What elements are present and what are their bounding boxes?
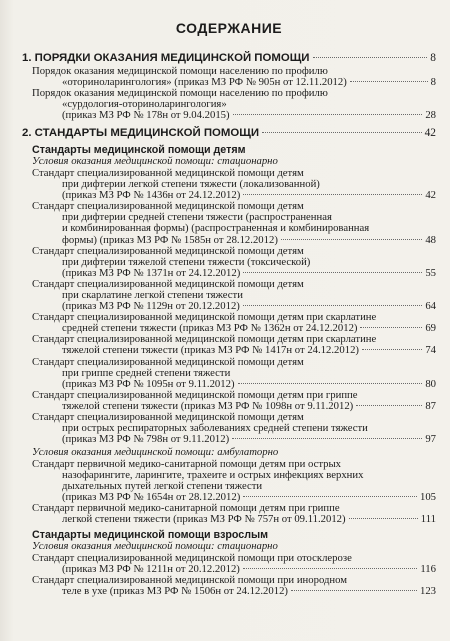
entry-line: тяжелой степени тяжести (приказ МЗ РФ № 1098н от 9.11.2012): [62, 399, 354, 412]
entry-line: легкой степени тяжести (приказ МЗ РФ № 757н от 09.11.2012): [62, 513, 346, 526]
toc-entry[interactable]: [32, 553, 436, 575]
toc-entry[interactable]: [32, 390, 436, 412]
entry-page-number: 111: [420, 513, 436, 526]
condition-adults-inpatient: Условия оказания медицинской помощи: стационарно: [32, 540, 278, 553]
entry-last-line: [32, 345, 436, 356]
entry-page-number: 116: [420, 562, 436, 575]
entry-line: Порядок оказания медицинской помощи населению по профилю: [32, 65, 328, 77]
condition-outpatient: Условия оказания медицинской помощи: амбулаторно: [32, 446, 279, 459]
entry-line: Стандарт первичной медико-санитарной помощи детям при гриппе: [32, 502, 340, 515]
entry-line: при дифтерии легкой степени тяжести (локализованной): [62, 178, 320, 191]
entry-line: (приказ МЗ РФ № 1371н от 24.12.2012): [62, 266, 241, 279]
entry-line: при скарлатине легкой степени тяжести: [62, 289, 243, 301]
entry-line: Стандарт специализированной медицинской помощи детям: [32, 411, 304, 424]
toc-entry[interactable]: [32, 201, 436, 245]
entry-line: Стандарт специализированной медицинской помощи детям: [32, 244, 304, 257]
dot-leader: [281, 239, 422, 240]
entry-last-line: [32, 586, 436, 597]
toc-entry[interactable]: [32, 168, 436, 201]
entry-line: (приказ МЗ РФ № 798н от 9.11.2012): [62, 433, 230, 446]
toc-entry[interactable]: [32, 279, 436, 312]
entry-line: (приказ МЗ РФ № 1095н от 9.11.2012): [62, 377, 235, 390]
toc-entry[interactable]: [32, 357, 436, 390]
children-inpatient-entries: [22, 168, 436, 445]
dot-leader: [243, 568, 418, 569]
entry-last-line: [32, 434, 436, 445]
entry-line: Стандарт специализированной медицинской помощи детям при скарлатине: [32, 311, 377, 324]
entry-line: Стандарт специализированной медицинской помощи детям: [32, 200, 304, 213]
section-1-heading[interactable]: [22, 50, 436, 66]
section-1-entries: [22, 66, 436, 121]
toc-entry[interactable]: [32, 412, 436, 445]
dot-leader: [291, 590, 417, 591]
dot-leader: [243, 305, 422, 306]
dot-leader: [243, 194, 422, 195]
entry-line: (приказ МЗ РФ № 1436н от 24.12.2012): [62, 189, 241, 202]
entry-line: (приказ МЗ РФ № 1211н от 20.12.2012): [62, 562, 240, 575]
entry-line: Стандарт специализированной медицинской помощи детям при скарлатине: [32, 333, 377, 346]
entry-line: при дифтерии средней степени тяжести (распространенная: [62, 211, 332, 224]
entry-page-number: 87: [425, 399, 436, 412]
entry-line: Стандарт специализированной медицинской помощи детям: [32, 355, 304, 368]
toc-entry[interactable]: [32, 312, 436, 334]
entry-line: тяжелой степени тяжести (приказ МЗ РФ № 1417н от 24.12.2012): [62, 344, 359, 357]
entry-page-number: 69: [425, 322, 436, 335]
entry-last-line: [32, 235, 436, 246]
entry-line: (приказ МЗ РФ № 178н от 9.04.2015): [62, 109, 230, 122]
entry-page-number: 55: [425, 266, 436, 279]
entry-line: «сурдология-оториноларингология»: [62, 98, 227, 111]
entry-last-line: [32, 514, 436, 525]
section-2-title: 2. СТАНДАРТЫ МЕДИЦИНСКОЙ ПОМОЩИ: [22, 127, 260, 140]
section-2-page: 42: [424, 127, 436, 140]
dot-leader: [356, 405, 422, 406]
entry-line: Стандарт специализированной медицинской помощи при отосклерозе: [32, 551, 352, 564]
entry-last-line: [32, 110, 436, 121]
entry-line: теле в ухе (приказ МЗ РФ № 1506н от 24.12.2012): [62, 585, 288, 598]
dot-leader: [360, 327, 422, 328]
section-2-heading[interactable]: [22, 125, 436, 141]
page-title: СОДЕРЖАНИЕ: [175, 20, 283, 36]
adults-standards-heading: Стандарты медицинской помощи взрослым: [32, 529, 269, 542]
entry-line: (приказ МЗ РФ № 1654н от 28.12.2012): [62, 491, 241, 504]
entry-line: при дифтерии тяжелой степени тяжести (токсической): [62, 255, 311, 268]
dot-leader: [362, 349, 422, 350]
entry-page-number: 8: [430, 76, 436, 89]
children-standards-heading: Стандарты медицинской помощи детям: [32, 144, 246, 157]
entry-line: Стандарт специализированной медицинской помощи детям при гриппе: [32, 388, 358, 401]
entry-page-number: 64: [425, 300, 436, 313]
toc-entry[interactable]: [32, 246, 436, 279]
entry-line: Стандарт специализированной медицинской помощи при инородном: [32, 574, 348, 587]
entry-line: Стандарт специализированной медицинской помощи детям: [32, 166, 304, 179]
dot-leader: [350, 81, 428, 82]
toc-entry[interactable]: [32, 459, 436, 503]
entry-page-number: 123: [419, 585, 436, 598]
toc-entry[interactable]: [32, 575, 436, 597]
condition-inpatient: Условия оказания медицинской помощи: стационарно: [32, 155, 278, 168]
section-1-title: 1. ПОРЯДКИ ОКАЗАНИЯ МЕДИЦИНСКОЙ ПОМОЩИ: [22, 52, 310, 64]
entry-line: «оториноларингология» (приказ МЗ РФ № 905н от 12.11.2012): [62, 76, 347, 89]
entry-line: дыхательных путей легкой степени тяжести: [62, 480, 263, 492]
entry-page-number: 48: [425, 233, 436, 246]
dot-leader: [243, 496, 417, 497]
entry-line: средней степени тяжести (приказ МЗ РФ № 1362н от 24.12.2012): [62, 322, 358, 335]
entry-line: формы) (приказ МЗ РФ № 1585н от 28.12.2012): [62, 233, 278, 246]
dot-leader: [243, 272, 422, 273]
entry-line: Стандарт специализированной медицинской помощи детям: [32, 277, 304, 290]
dot-leader: [233, 114, 423, 115]
entry-line: Порядок оказания медицинской помощи населению по профилю: [32, 87, 328, 100]
entry-page-number: 28: [425, 109, 436, 122]
toc-entry[interactable]: [32, 66, 436, 88]
entry-line: Стандарт первичной медико-санитарной помощи детям при острых: [32, 457, 341, 470]
toc-entry[interactable]: [32, 334, 436, 356]
entry-line: и комбинированная формы) (распространенная и комбинированная: [62, 222, 370, 235]
entry-page-number: 80: [425, 377, 436, 390]
entry-page-number: 42: [425, 189, 436, 202]
adults-inpatient-entries: [22, 553, 436, 597]
dot-leader: [232, 438, 422, 439]
entry-page-number: 105: [419, 491, 436, 504]
dot-leader: [349, 518, 418, 519]
toc-entry[interactable]: [32, 88, 436, 121]
children-outpatient-entries: [22, 459, 436, 526]
section-1-page: 8: [430, 52, 436, 64]
entry-line: (приказ МЗ РФ № 1129н от 20.12.2012): [62, 300, 240, 313]
entry-line: при гриппе средней степени тяжести: [62, 366, 231, 379]
entry-line: при острых респираторных заболеваниях средней степени тяжести: [62, 422, 368, 435]
entry-page-number: 74: [425, 344, 436, 357]
entry-line: назофарингите, ларингите, трахеите и острых инфекциях верхних: [62, 468, 364, 481]
entry-page-number: 97: [425, 433, 436, 446]
dot-leader: [238, 383, 423, 384]
toc-entry[interactable]: [32, 503, 436, 525]
